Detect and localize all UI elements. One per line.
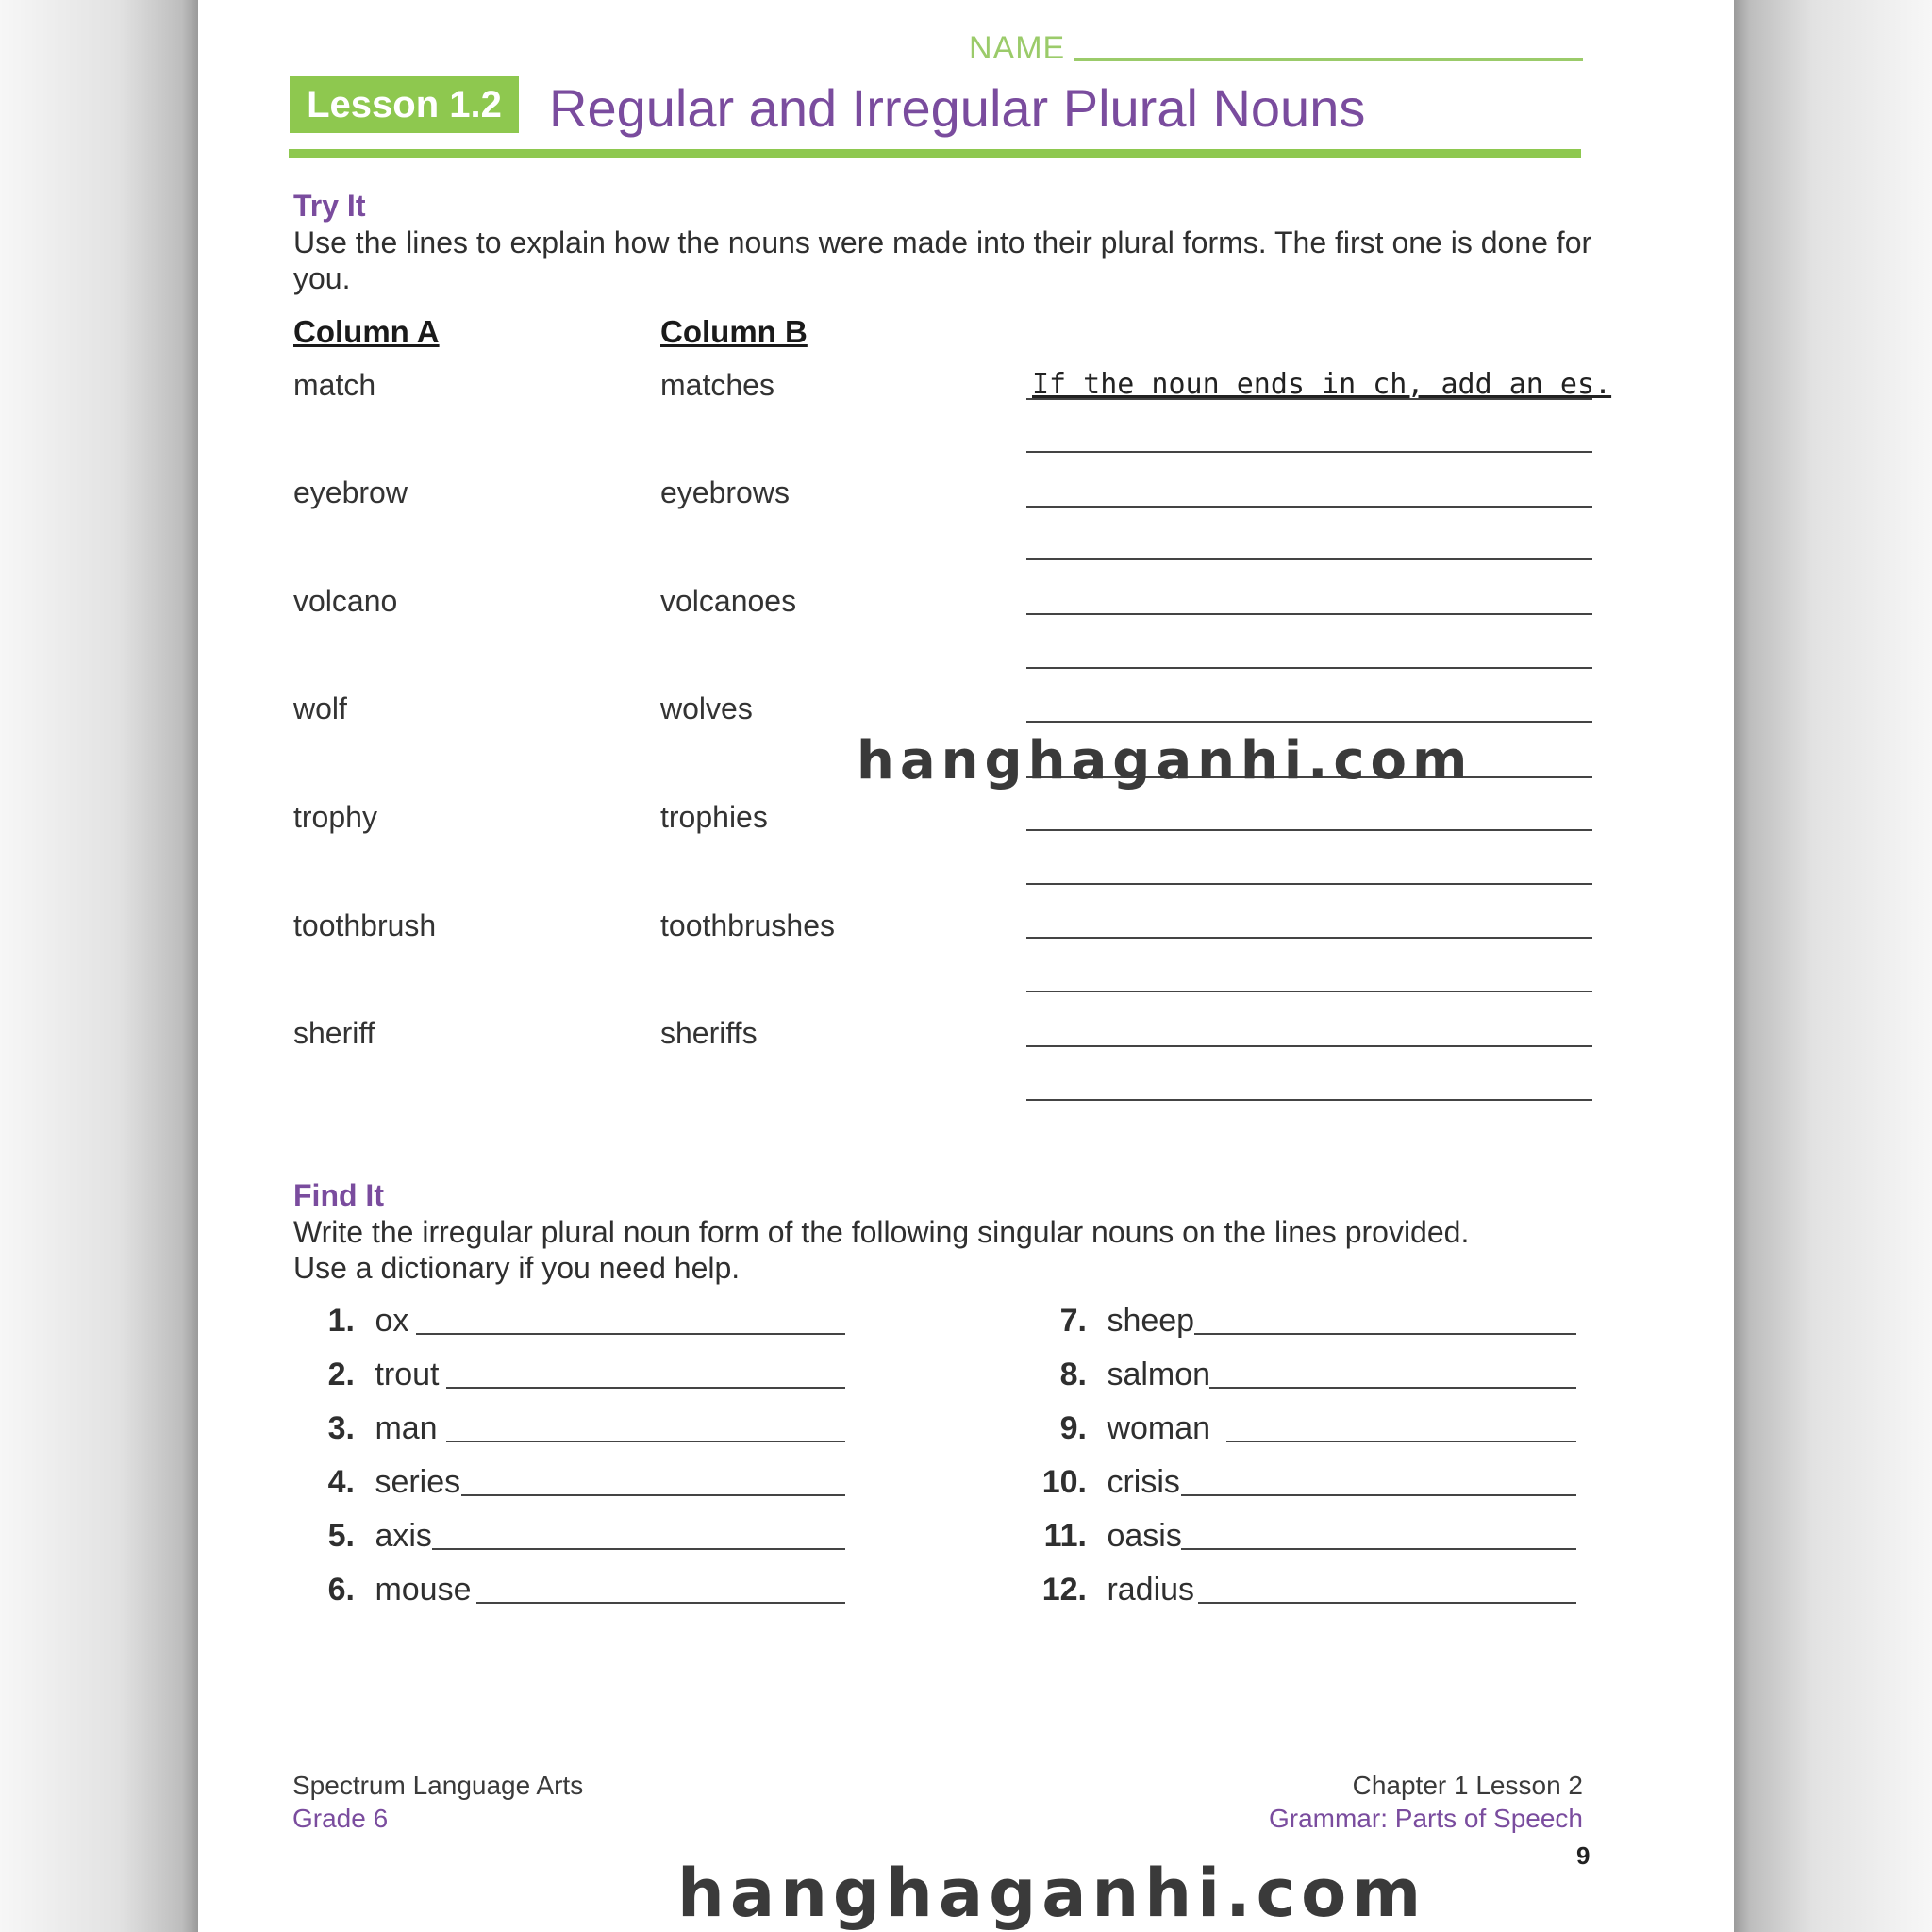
item-number: 5.	[327, 1518, 355, 1554]
column-a-word: match	[293, 368, 376, 402]
name-field[interactable]	[1074, 58, 1583, 61]
item-number: 12.	[1041, 1572, 1087, 1607]
item-word: woman	[1107, 1410, 1211, 1446]
watermark-text: hanghaganhi.com	[677, 1855, 1427, 1932]
find-it-item	[302, 1572, 472, 1608]
find-it-item	[1028, 1518, 1182, 1555]
item-answer-line[interactable]	[1181, 1494, 1576, 1496]
item-answer-line[interactable]	[1226, 1441, 1576, 1442]
item-number: 9.	[1059, 1410, 1087, 1446]
try-it-instructions: Use the lines to explain how the nouns were made into their plural forms. The first one is done for you.	[293, 225, 1592, 295]
page-shadow-left	[0, 0, 198, 1932]
column-b-word: toothbrushes	[660, 908, 836, 942]
find-it-item	[1028, 1572, 1194, 1608]
column-a-header: Column A	[293, 314, 440, 349]
page-title: Regular and Irregular Plural Nouns	[549, 78, 1366, 138]
item-answer-line[interactable]	[432, 1548, 845, 1550]
title-divider	[289, 149, 1581, 158]
find-it-heading: Find It	[293, 1178, 384, 1212]
answer-line[interactable]	[1026, 667, 1592, 669]
item-number: 4.	[327, 1464, 355, 1500]
answer-line[interactable]	[1026, 883, 1592, 885]
column-b-word: wolves	[660, 691, 753, 725]
watermark-text: hanghaganhi.com	[857, 730, 1474, 791]
answer-line[interactable]	[1026, 937, 1592, 939]
column-b-word: volcanoes	[660, 584, 797, 618]
sample-answer: If the noun ends in ch, add an es.	[1032, 368, 1612, 401]
column-a-word: sheriff	[293, 1016, 375, 1050]
find-it-item	[302, 1464, 460, 1501]
item-word: series	[375, 1464, 461, 1500]
item-answer-line[interactable]	[1194, 1333, 1576, 1335]
item-number: 8.	[1059, 1357, 1087, 1392]
find-it-item	[1028, 1357, 1210, 1393]
item-word: crisis	[1107, 1464, 1180, 1500]
page-number: 9	[1576, 1841, 1591, 1870]
column-b-header: Column B	[660, 314, 808, 349]
try-it-heading: Try It	[293, 189, 366, 223]
answer-line[interactable]	[1026, 451, 1592, 453]
item-answer-line[interactable]	[461, 1494, 845, 1496]
lesson-badge: Lesson 1.2	[290, 76, 519, 133]
find-it-item	[1028, 1303, 1194, 1340]
column-a-word: eyebrow	[293, 475, 408, 509]
item-number: 11.	[1043, 1518, 1087, 1554]
answer-line[interactable]	[1026, 829, 1592, 831]
item-number: 6.	[327, 1572, 355, 1607]
item-word: mouse	[375, 1572, 472, 1607]
item-word: man	[375, 1410, 438, 1446]
find-it-instructions: Use a dictionary if you need help.	[293, 1251, 741, 1285]
find-it-item	[1028, 1464, 1180, 1501]
column-a-word: volcano	[293, 584, 398, 618]
answer-line[interactable]	[1026, 506, 1592, 508]
item-word: trout	[375, 1357, 440, 1392]
item-word: sheep	[1107, 1303, 1195, 1339]
page-shadow-right	[1734, 0, 1932, 1932]
footer-topic: Grammar: Parts of Speech	[1268, 1804, 1583, 1833]
column-a-word: wolf	[293, 691, 347, 725]
item-word: axis	[375, 1518, 432, 1554]
find-it-item	[1028, 1410, 1210, 1447]
find-it-item	[302, 1357, 440, 1393]
item-number: 1.	[327, 1303, 355, 1339]
column-b-word: trophies	[660, 800, 768, 834]
answer-line[interactable]	[1026, 558, 1592, 560]
item-answer-line[interactable]	[446, 1387, 845, 1389]
item-answer-line[interactable]	[476, 1602, 845, 1604]
column-b-word: eyebrows	[660, 475, 790, 509]
item-answer-line[interactable]	[1209, 1387, 1576, 1389]
footer-grade: Grade 6	[292, 1804, 389, 1833]
column-b-word: sheriffs	[660, 1016, 758, 1050]
answer-line[interactable]	[1026, 613, 1592, 615]
answer-line[interactable]	[1026, 398, 1592, 400]
footer-chapter: Chapter 1 Lesson 2	[1352, 1771, 1583, 1800]
item-word: oasis	[1107, 1518, 1182, 1554]
footer-publication: Spectrum Language Arts	[292, 1771, 584, 1800]
item-answer-line[interactable]	[1181, 1548, 1576, 1550]
item-answer-line[interactable]	[446, 1441, 845, 1442]
find-it-item	[302, 1410, 438, 1447]
item-word: ox	[375, 1303, 409, 1339]
column-a-word: trophy	[293, 800, 377, 834]
find-it-item	[302, 1303, 408, 1340]
answer-line[interactable]	[1026, 991, 1592, 992]
answer-line[interactable]	[1026, 1045, 1592, 1047]
item-word: radius	[1107, 1572, 1195, 1607]
item-number: 10.	[1041, 1464, 1087, 1500]
find-it-item	[302, 1518, 432, 1555]
item-number: 2.	[327, 1357, 355, 1392]
column-a-word: toothbrush	[293, 908, 437, 942]
item-answer-line[interactable]	[1198, 1602, 1576, 1604]
item-answer-line[interactable]	[416, 1333, 845, 1335]
item-number: 7.	[1059, 1303, 1087, 1339]
name-label: NAME	[969, 30, 1066, 66]
column-b-word: matches	[660, 368, 774, 402]
answer-line[interactable]	[1026, 1099, 1592, 1101]
find-it-instructions: Write the irregular plural noun form of the following singular nouns on the lines provided.	[293, 1215, 1470, 1249]
item-number: 3.	[327, 1410, 355, 1446]
item-word: salmon	[1107, 1357, 1211, 1392]
answer-line[interactable]	[1026, 721, 1592, 723]
